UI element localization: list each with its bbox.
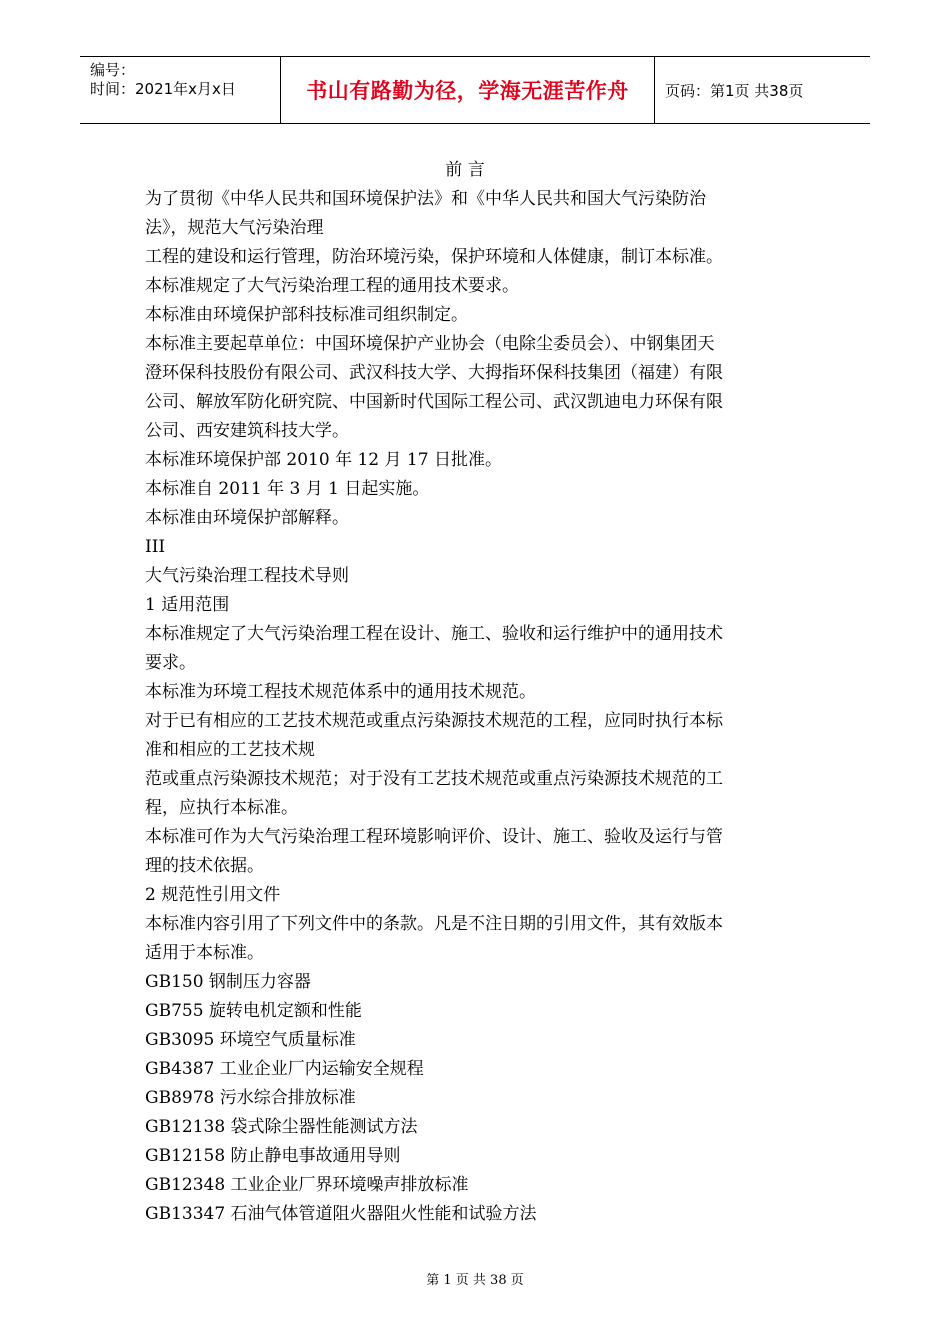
- reference-item: GB8978 污水综合排放标准: [145, 1088, 356, 1108]
- header-page-info: 页码：第1页 共38页: [665, 81, 804, 100]
- text-line: 法》，规范大气污染治理: [145, 218, 324, 238]
- text-line: 公司、西安建筑科技大学。: [145, 421, 349, 441]
- text-line: 本标准主要起草单位：中国环境保护产业协会（电除尘委员会）、中钢集团天: [145, 334, 715, 354]
- document-body: [145, 156, 805, 1229]
- text-line: 本标准规定了大气污染治理工程的通用技术要求。: [145, 276, 519, 296]
- page-header: [80, 56, 870, 124]
- text-line: 程，应执行本标准。: [145, 798, 298, 818]
- page-footer: 第 1 页 共 38 页: [426, 1273, 524, 1288]
- text-line: 本标准自 2011 年 3 月 1 日起实施。: [145, 479, 430, 499]
- reference-item: GB4387 工业企业厂内运输安全规程: [145, 1059, 424, 1079]
- header-motto: 书山有路勤为径，学海无涯苦作舟: [280, 57, 655, 123]
- section-heading: 2 规范性引用文件: [145, 885, 281, 905]
- reference-item: GB3095 环境空气质量标准: [145, 1030, 356, 1050]
- text-line: 要求。: [145, 653, 196, 673]
- text-line: 适用于本标准。: [145, 943, 264, 963]
- text-line: 本标准可作为大气污染治理工程环境影响评价、设计、施工、验收及运行与管: [145, 827, 723, 847]
- text-line: 理的技术依据。: [145, 856, 264, 876]
- reference-item: GB755 旋转电机定额和性能: [145, 1001, 362, 1021]
- text-line: 工程的建设和运行管理，防治环境污染，保护环境和人体健康，制订本标准。: [145, 247, 723, 267]
- text-line: 大气污染治理工程技术导则: [145, 566, 349, 586]
- text-line: 本标准为环境工程技术规范体系中的通用技术规范。: [145, 682, 536, 702]
- section-heading: 1 适用范围: [145, 595, 230, 615]
- reference-item: GB12138 袋式除尘器性能测试方法: [145, 1117, 418, 1137]
- text-line: 本标准由环境保护部科技标准司组织制定。: [145, 305, 468, 325]
- text-line: 本标准规定了大气污染治理工程在设计、施工、验收和运行维护中的通用技术: [145, 624, 723, 644]
- section-title: 前 言: [445, 160, 485, 180]
- reference-item: GB13347 石油气体管道阻火器阻火性能和试验方法: [145, 1204, 537, 1224]
- reference-item: GB12158 防止静电事故通用导则: [145, 1146, 401, 1166]
- text-line: 本标准由环境保护部解释。: [145, 508, 349, 528]
- text-line: 公司、解放军防化研究院、中国新时代国际工程公司、武汉凯迪电力环保有限: [145, 392, 723, 412]
- text-line: 对于已有相应的工艺技术规范或重点污染源技术规范的工程，应同时执行本标: [145, 711, 723, 731]
- text-line: III: [145, 537, 166, 557]
- text-line: 准和相应的工艺技术规: [145, 740, 315, 760]
- text-line: 本标准环境保护部 2010 年 12 月 17 日批准。: [145, 450, 502, 470]
- text-line: 澄环保科技股份有限公司、武汉科技大学、大拇指环保科技集团（福建）有限: [145, 363, 723, 383]
- header-meta: [80, 57, 280, 123]
- text-line: 为了贯彻《中华人民共和国环境保护法》和《中华人民共和国大气污染防治: [145, 189, 706, 209]
- reference-item: GB12348 工业企业厂界环境噪声排放标准: [145, 1175, 469, 1195]
- document-date: 时间：2021年x月x日: [90, 80, 236, 98]
- document-number-label: 编号：: [90, 61, 136, 79]
- reference-item: GB150 钢制压力容器: [145, 972, 311, 992]
- text-line: 范或重点污染源技术规范；对于没有工艺技术规范或重点污染源技术规范的工: [145, 769, 723, 789]
- text-line: 本标准内容引用了下列文件中的条款。凡是不注日期的引用文件，其有效版本: [145, 914, 723, 934]
